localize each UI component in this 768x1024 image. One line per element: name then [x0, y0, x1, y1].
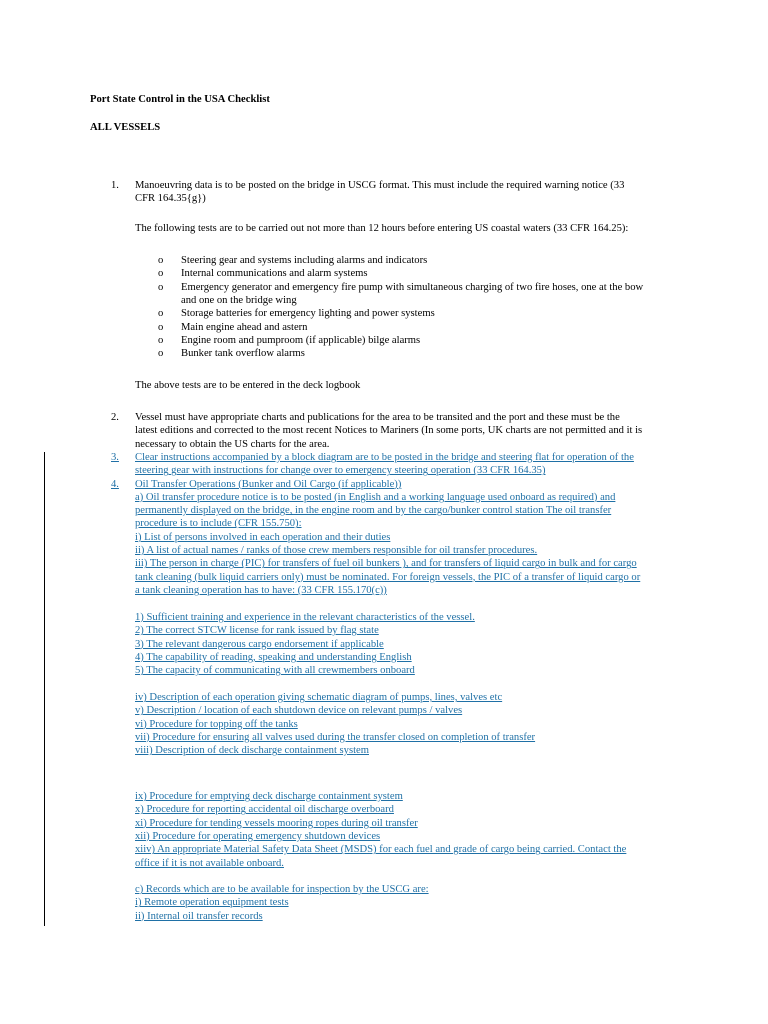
- list-item: Main engine ahead and astern: [181, 321, 308, 333]
- item2-line: necessary to obtain the US charts for the area.: [135, 438, 330, 450]
- link-line[interactable]: 1) Sufficient training and experience in the relevant characteristics of the vessel.: [135, 612, 475, 623]
- link-line[interactable]: tank cleaning (bulk liquid carriers only) must be nominated. For foreign vessels, the PIC of a transfer of liquid cargo or: [135, 571, 641, 583]
- link-line[interactable]: permanently displayed on the bridge, in the engine room and by the cargo/bunker control station The oil transfer: [135, 505, 612, 517]
- bullet-glyph: o: [158, 321, 164, 333]
- item4-heading-link[interactable]: Oil Transfer Operations (Bunker and Oil Cargo (if applicable)): [135, 478, 402, 490]
- item-number-link[interactable]: 3.: [111, 452, 119, 463]
- link-line[interactable]: xi) Procedure for tending vessels mooring ropes during oil transfer: [135, 817, 418, 829]
- link-line[interactable]: 2) The correct STCW license for rank issued by flag state: [135, 625, 379, 637]
- link-line[interactable]: office if it is not available onboard.: [135, 857, 284, 869]
- section-heading: ALL VESSELS: [90, 122, 161, 133]
- tests-intro: The following tests are to be carried out not more than 12 hours before entering US coastal waters (33 CFR 164.25):: [135, 223, 629, 234]
- bullet-glyph: o: [158, 268, 164, 280]
- item1-line: Manoeuvring data is to be posted on the bridge in USCG format. This must include the required warning notice (33: [135, 180, 625, 191]
- link-line[interactable]: procedure is to include (CFR 155.750):: [135, 518, 302, 530]
- link-line[interactable]: i) List of persons involved in each operation and their duties: [135, 531, 391, 543]
- link-line[interactable]: ii) A list of actual names / ranks of those crew members responsible for oil transfer procedures.: [135, 545, 538, 557]
- revision-bar: [44, 452, 45, 926]
- bullet-glyph: o: [158, 308, 164, 320]
- link-line[interactable]: iv) Description of each operation giving schematic diagram of pumps, lines, valves etc: [135, 692, 503, 703]
- list-item: Internal communications and alarm systems: [181, 268, 368, 280]
- link-line[interactable]: ix) Procedure for emptying deck discharge containment system: [135, 791, 403, 802]
- list-item: Bunker tank overflow alarms: [181, 348, 305, 360]
- link-line[interactable]: vii) Procedure for ensuring all valves used during the transfer closed on completion of transfer: [135, 731, 536, 743]
- link-line[interactable]: 4) The capability of reading, speaking and understanding English: [135, 651, 412, 663]
- item3-link-line[interactable]: steering gear with instructions for change over to emergency steering operation (33 CFR 164.35): [135, 465, 546, 477]
- link-line[interactable]: vi) Procedure for topping off the tanks: [135, 718, 298, 730]
- link-line[interactable]: c) Records which are to be available for inspection by the USCG are:: [135, 884, 429, 895]
- list-item: Emergency generator and emergency fire pump with simultaneous charging of two fire hoses, one at the bow: [181, 281, 644, 293]
- link-line[interactable]: 5) The capacity of communicating with all crewmembers onboard: [135, 665, 415, 677]
- link-line[interactable]: a) Oil transfer procedure notice is to be posted (in English and a working language used onboard as required) and: [135, 491, 616, 503]
- item-number-link[interactable]: 4.: [111, 478, 119, 490]
- link-line[interactable]: xiiv) An appropriate Material Safety Data Sheet (MSDS) for each fuel and grade of cargo being carried. Contact the: [135, 844, 627, 856]
- bullet-glyph: o: [158, 334, 164, 346]
- item1-line: CFR 164.35{g}): [135, 193, 206, 204]
- bullet-glyph: o: [158, 255, 164, 266]
- link-line[interactable]: 3) The relevant dangerous cargo endorsement if applicable: [135, 638, 384, 650]
- bullet-glyph: o: [158, 281, 164, 293]
- link-line[interactable]: v) Description / location of each shutdown device on relevant pumps / valves: [135, 705, 463, 717]
- link-line[interactable]: iii) The person in charge (PIC) for transfers of fuel oil bunkers ), and for transfers of liquid cargo in bulk and for cargo: [135, 558, 637, 570]
- document-title: Port State Control in the USA Checklist: [90, 94, 270, 105]
- link-line[interactable]: ii) Internal oil transfer records: [135, 910, 263, 922]
- bullet-glyph: o: [158, 348, 164, 360]
- list-item: Steering gear and systems including alarms and indicators: [181, 255, 428, 266]
- link-line[interactable]: a tank cleaning operation has to have: (33 CFR 155.170(c)): [135, 584, 387, 596]
- list-item: Engine room and pumproom (if applicable) bilge alarms: [181, 334, 421, 346]
- link-line[interactable]: x) Procedure for reporting accidental oil discharge overboard: [135, 804, 394, 816]
- list-item: Storage batteries for emergency lighting and power systems: [181, 308, 435, 320]
- item-number: 1.: [111, 180, 119, 191]
- item2-line: Vessel must have appropriate charts and publications for the area to be transited and the port and these must be the: [135, 412, 620, 423]
- link-line[interactable]: xii) Procedure for operating emergency shutdown devices: [135, 830, 381, 842]
- logbook-note: The above tests are to be entered in the deck logbook: [135, 380, 361, 391]
- list-item: and one on the bridge wing: [181, 294, 297, 306]
- link-line[interactable]: i) Remote operation equipment tests: [135, 897, 289, 909]
- item3-link-line[interactable]: Clear instructions accompanied by a block diagram are to be posted in the bridge and steering flat for operation of the: [135, 452, 634, 463]
- link-line[interactable]: viii) Description of deck discharge containment system: [135, 745, 369, 757]
- item-number: 2.: [111, 412, 119, 423]
- item2-line: latest editions and corrected to the most recent Notices to Mariners (In some ports, UK charts are not permitted and it is: [135, 425, 643, 437]
